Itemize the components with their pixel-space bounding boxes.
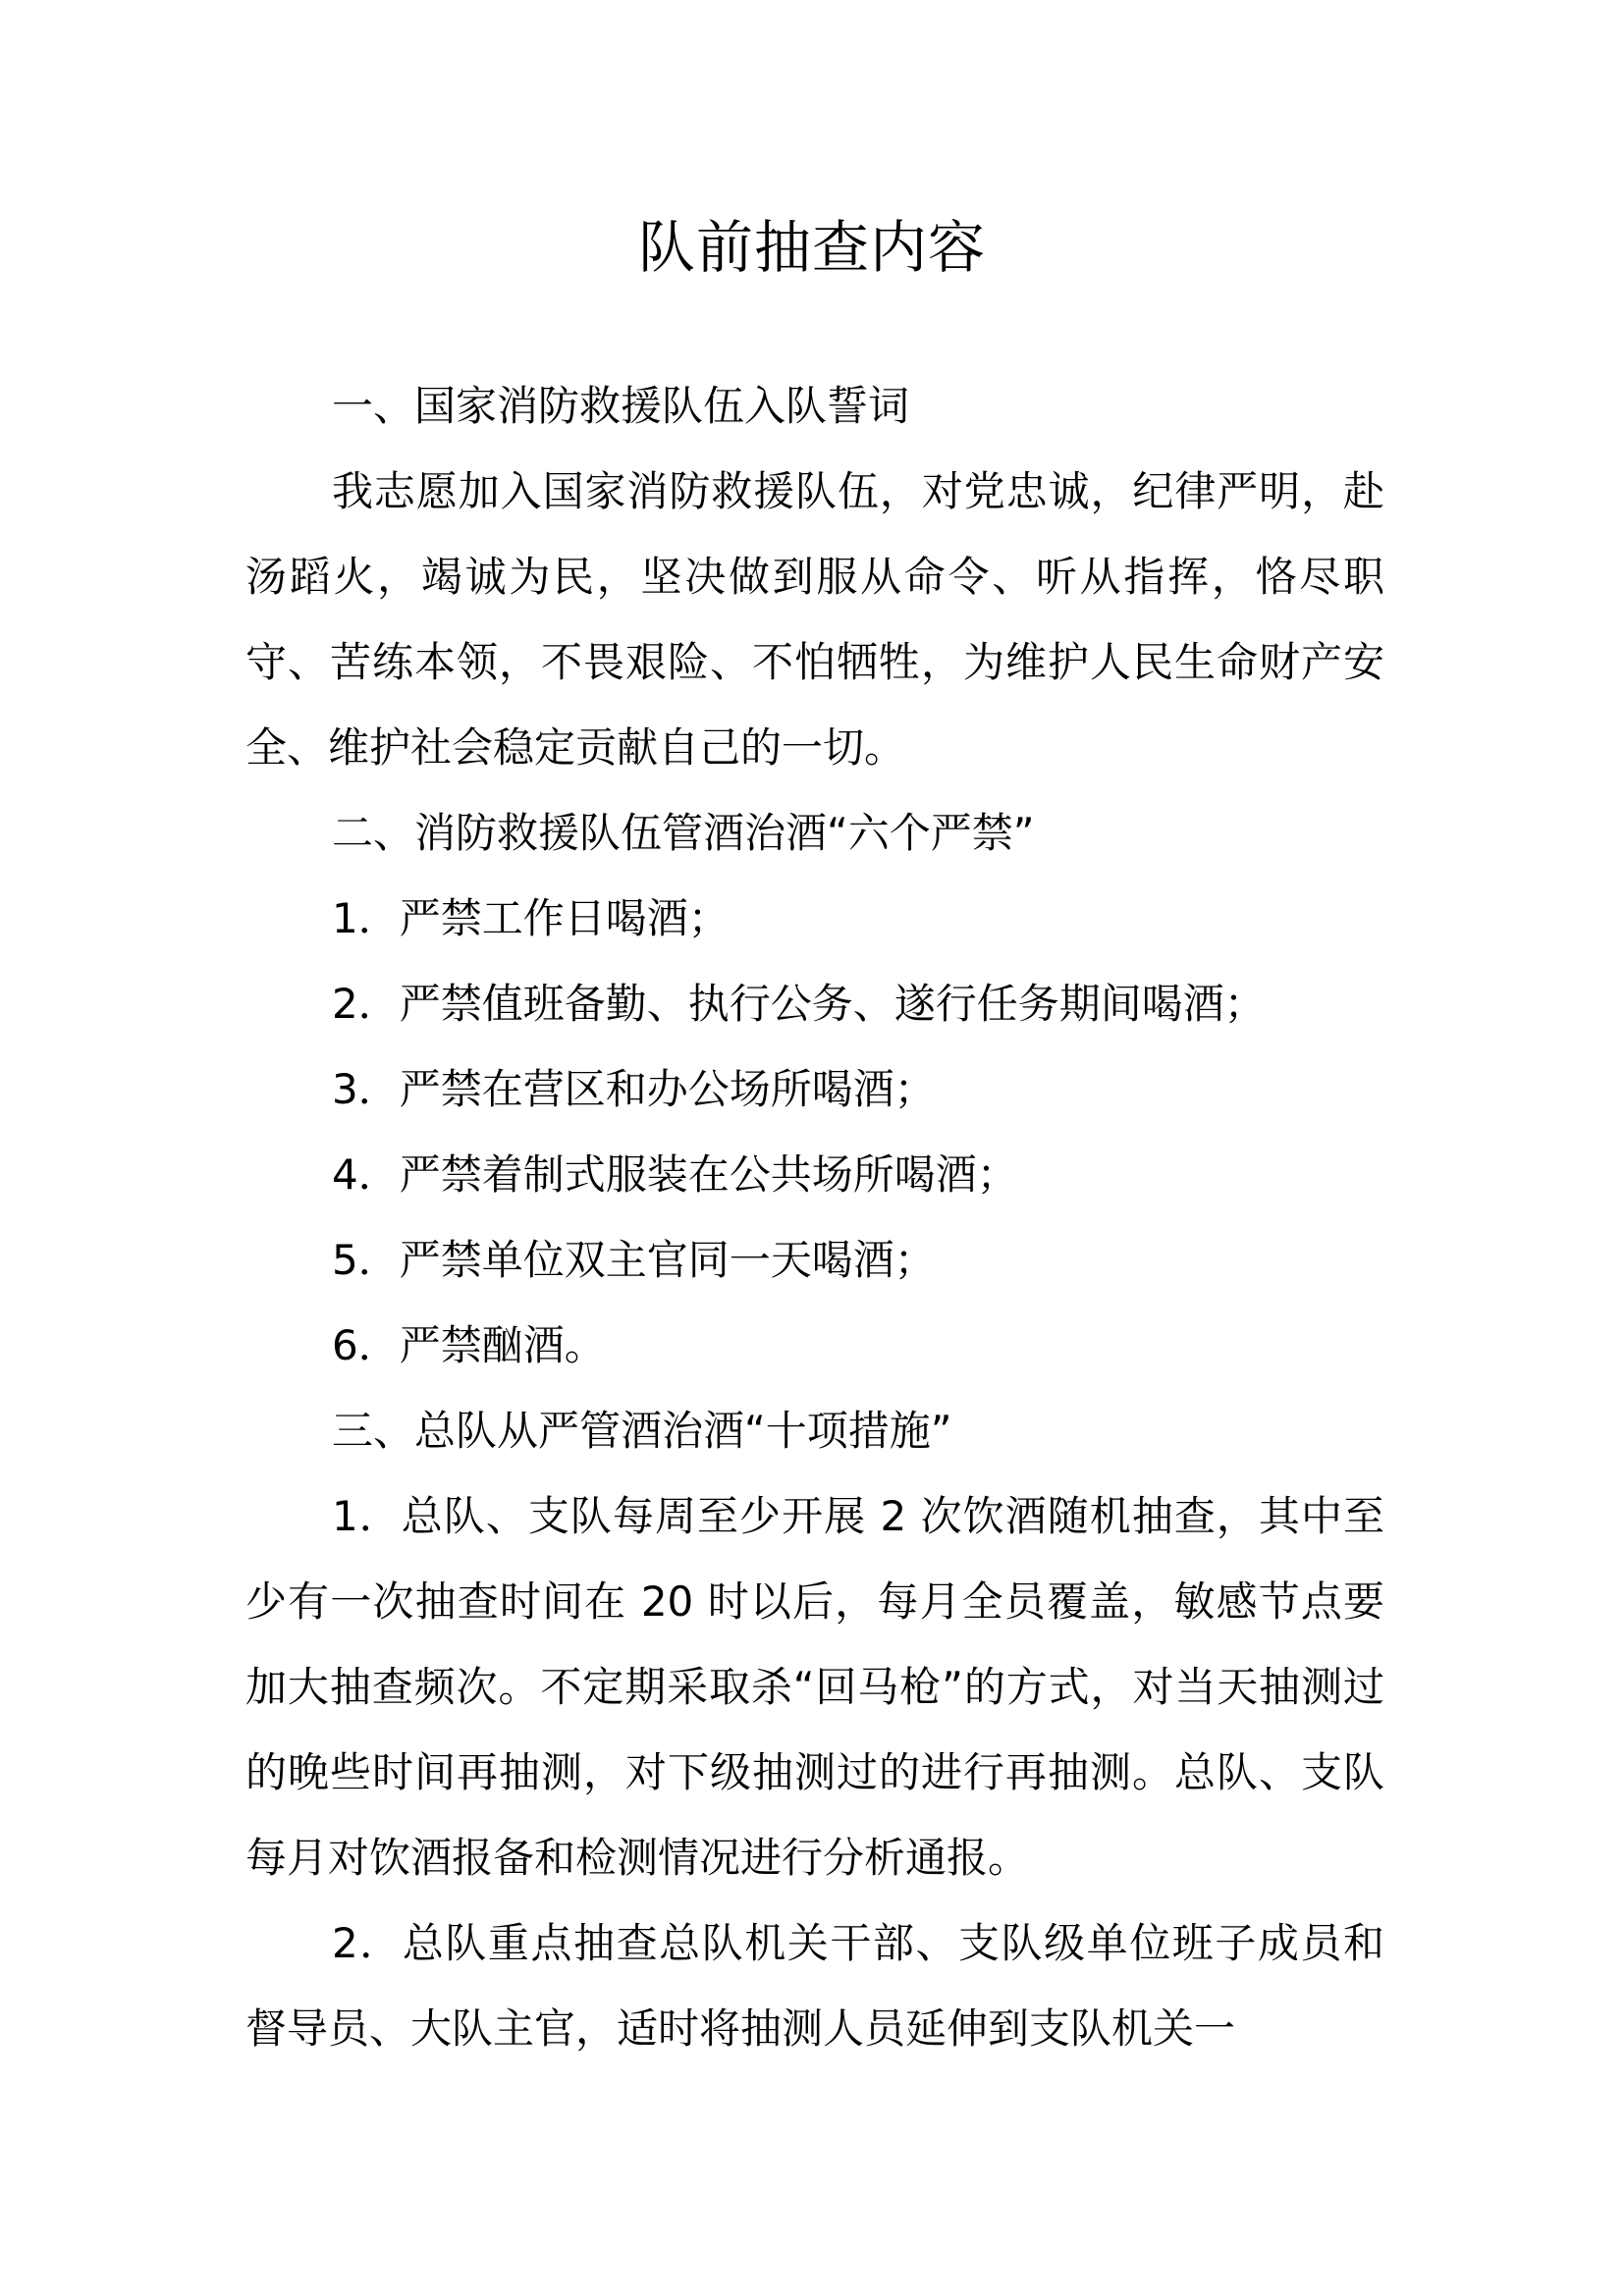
document-title: 队前抽查内容: [637, 214, 986, 281]
section-heading-ten-measures: 三、总队从严管酒治酒“十项措施”: [332, 1407, 952, 1455]
prohibition-item: 4．严禁着制式服装在公共场所喝酒；: [332, 1150, 1018, 1199]
document-body: [245, 363, 1384, 2071]
prohibition-item: 3．严禁在营区和办公场所喝酒；: [332, 1065, 936, 1113]
prohibition-item: 1．严禁工作日喝酒；: [332, 894, 730, 942]
prohibition-item: 6．严禁酗酒。: [332, 1321, 606, 1369]
measure-item: 2．总队重点抽查总队机关干部、支队级单位班子成员和督导员、大队主官，适时将抽测人员延伸到支队机关一: [245, 1919, 1384, 2053]
section-heading-six-prohibitions: 二、消防救援队伍管酒治酒“六个严禁”: [332, 809, 1035, 857]
prohibition-item: 2．严禁值班备勤、执行公务、遂行任务期间喝酒；: [332, 980, 1266, 1028]
measure-item: 1．总队、支队每周至少开展 2 次饮酒随机抽查，其中至少有一次抽查时间在 20 时以后，每月全员覆盖，敏感节点要加大抽查频次。不定期采取杀“回马枪”的方式，对当天抽测过的晚些时间再抽测，对下级抽测过的进行再抽测。总队、支队每月对饮酒报备和检测情况进行分析通报。: [245, 1492, 1384, 1882]
section-heading-oath: 一、国家消防救援队伍入队誓词: [332, 382, 910, 430]
oath-text: 我志愿加入国家消防救援队伍，对党忠诚，纪律严明，赴汤蹈火，竭诚为民，坚决做到服从命令、听从指挥，恪尽职守、苦练本领，不畏艰险、不怕牺牲，为维护人民生命财产安全、维护社会稳定贡献自己的一切。: [245, 467, 1384, 772]
prohibition-item: 5．严禁单位双主官同一天喝酒；: [332, 1236, 936, 1284]
